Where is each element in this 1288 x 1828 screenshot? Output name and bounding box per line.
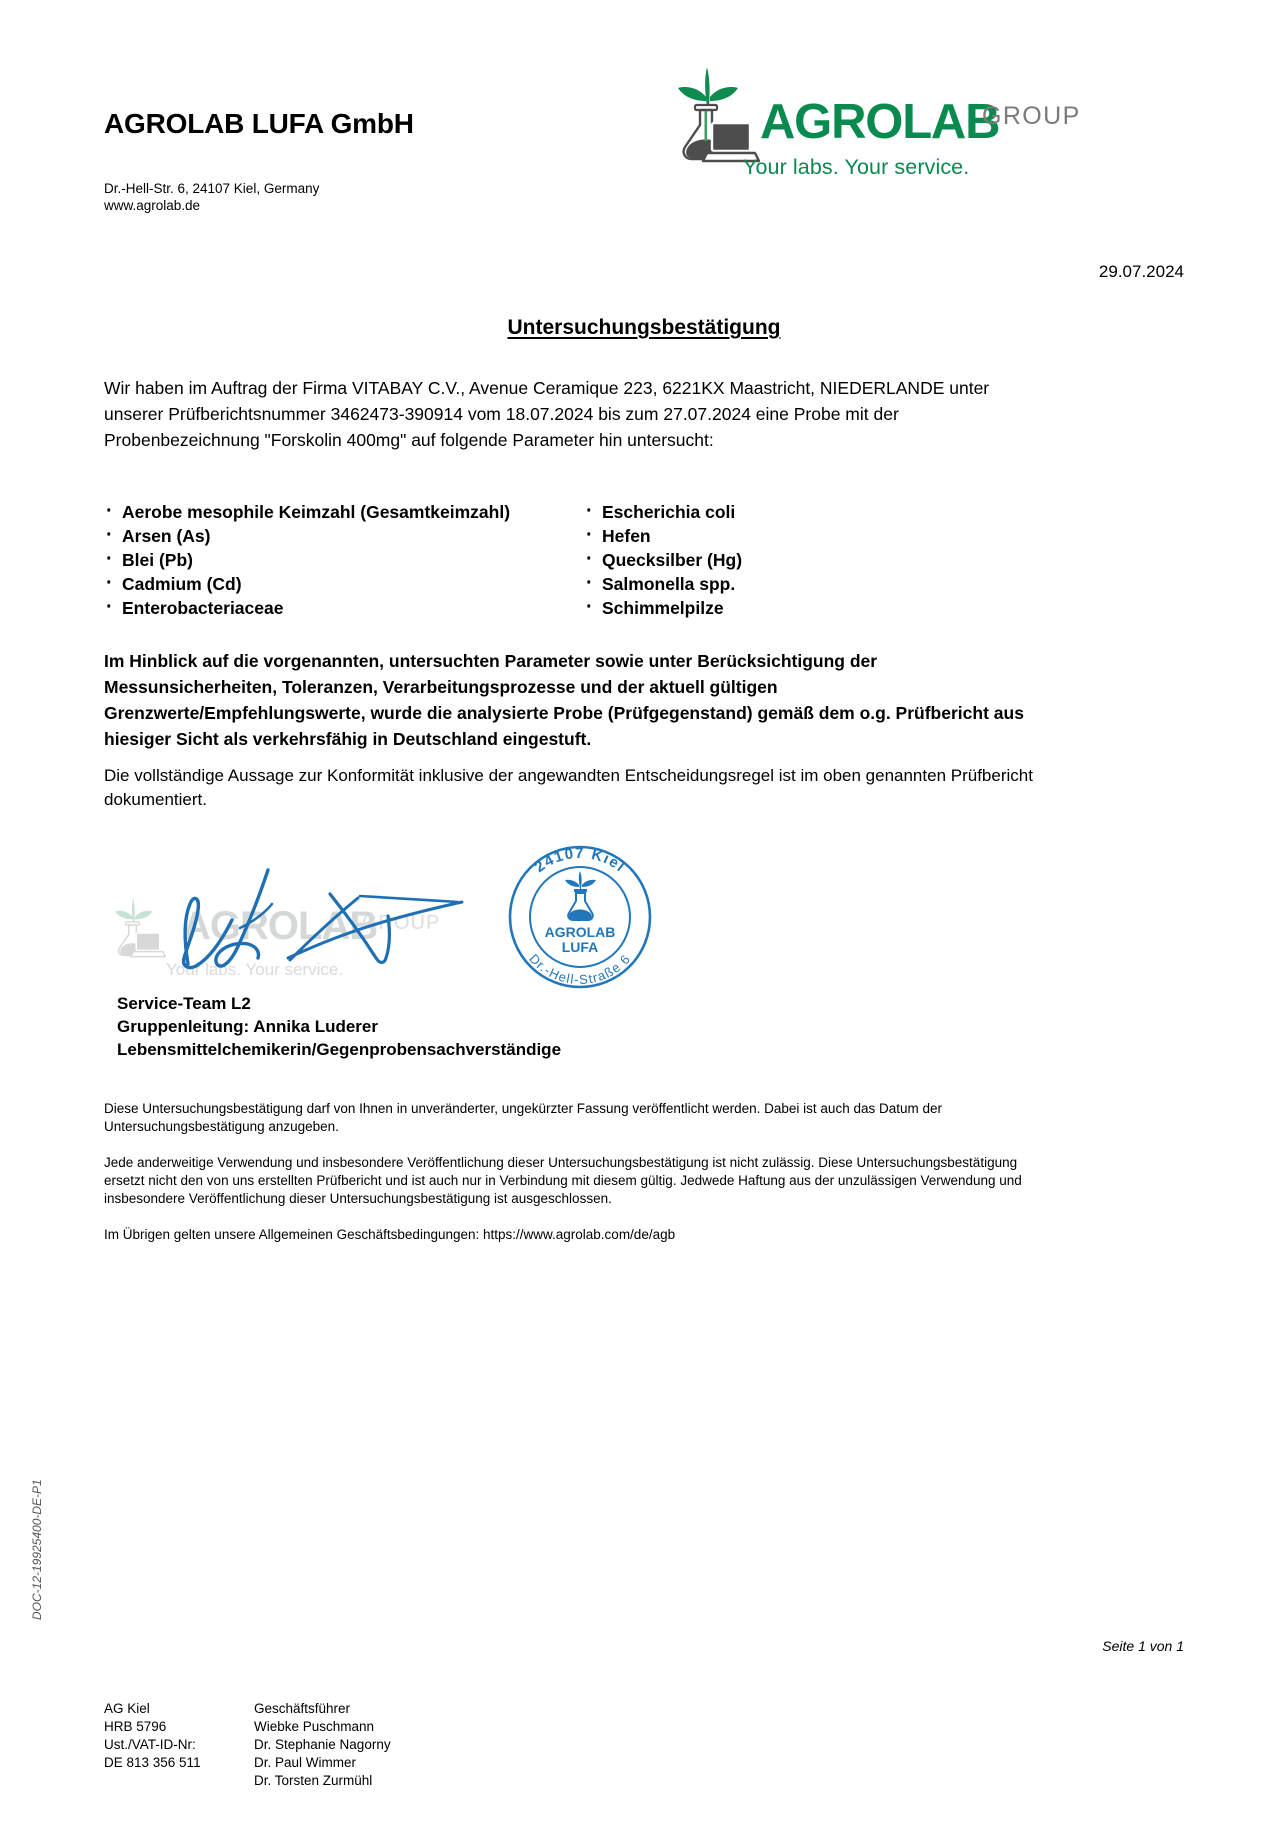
footer-management-line: Dr. Paul Wimmer [254, 1755, 357, 1770]
parameter-item: · Enterobacteriaceae [104, 596, 584, 620]
logo-wordmark: AGROLAB [760, 95, 1000, 149]
footer-registry-line: Ust./VAT-ID-Nr: [104, 1737, 196, 1752]
footer-registry-line: HRB 5796 [104, 1719, 167, 1734]
page-number: Seite 1 von 1 [1102, 1638, 1184, 1654]
footer-registry-column [104, 1700, 254, 1790]
parameter-column-left [104, 500, 584, 620]
footer-registry-line: DE 813 356 511 [104, 1755, 201, 1770]
watermark-wordmark: AGROLAB [182, 904, 378, 948]
legal-paragraph-2: Jede anderweitige Verwendung und insbesondere Veröffentlichung dieser Untersuchungsbestätigung ist nicht zulässig. Diese Untersuchungsbestätigung ersetzt nicht den von uns erstellten Prüfbericht und ist auch nur in Verbindung mit diesem gültig. Jedwede Haftung aus der unzulässigen Verwendung und insbesondere Veröffentlichung dieser Untersuchungsbestätigung ist ausgeschlossen. [104, 1155, 1022, 1206]
signature-block [117, 992, 561, 1061]
footer-registry-line: AG Kiel [104, 1701, 150, 1716]
stamp-logo-icon [565, 871, 596, 920]
intro-paragraph: Wir haben im Auftrag der Firma VITABAY C.V., Avenue Ceramique 223, 6221KX Maastricht, NIEDERLANDE unter unserer Prüfberichtsnummer 3462473-390914 vom 18.07.2024 bis zum 27.07.2024 eine Probe mit der Probenbezeichnung "Forskolin 400mg" auf folgende Parameter hin untersucht: [104, 378, 990, 450]
legal-paragraph-1: Diese Untersuchungsbestätigung darf von Ihnen in unveränderter, ungekürzter Fassung veröffentlicht werden. Dabei ist auch das Datum der Untersuchungsbestätigung anzugeben. [104, 1101, 942, 1134]
stamp-line-2: LUFA [561, 939, 599, 955]
footer-management-line: Dr. Stephanie Nagorny [254, 1737, 391, 1752]
document-code: DOC-12-19925400-DE-P1 [30, 1479, 44, 1620]
parameter-item: · Hefen [584, 524, 904, 548]
plant-sprout-icon [678, 67, 738, 107]
company-street: Dr.-Hell-Str. 6, 24107 Kiel, Germany [104, 181, 320, 196]
document-date: 29.07.2024 [1098, 262, 1184, 281]
logo-mark-icon [660, 55, 760, 165]
parameter-item: · Salmonella spp. [584, 572, 904, 596]
footer-management-column [254, 1700, 391, 1790]
parameter-item: · Schimmelpilze [584, 596, 904, 620]
signature-role: Lebensmittelchemikerin/Gegenprobensachverständige [117, 1040, 562, 1059]
signature-team: Service-Team L2 [117, 994, 251, 1013]
logo-tagline: Your labs. Your service. [743, 155, 970, 179]
footer-details [104, 1700, 391, 1790]
signature-lead: Gruppenleitung: Annika Luderer [117, 1017, 378, 1036]
legal-notes [104, 1100, 1049, 1244]
parameter-item: · Escherichia coli [584, 500, 904, 524]
company-address [104, 180, 319, 214]
agrolab-logo [660, 52, 1081, 187]
stamp-bottom-text: Dr.-Hell-Straße 6 [526, 950, 634, 988]
handwritten-signature [140, 836, 500, 976]
stamp-top-text: 24107 Kiel [531, 844, 629, 877]
parameter-list [104, 500, 904, 620]
watermark-group-text: GROUP [362, 912, 441, 934]
page-title: Untersuchungsbestätigung [507, 316, 781, 339]
conformity-statement: Im Hinblick auf die vorgenannten, untersuchten Parameter sowie unter Berücksichtigung der Messunsicherheiten, Toleranzen, Verarbeitungsprozesse und der aktuell gültigen Grenzwerte/Empfehlungswerte, wurde die analysierte Probe (Prüfgegenstand) gemäß dem o.g. Prüfbericht aus hiesiger Sicht als verkehrsfähig in Deutschland eingestuft. [104, 651, 1024, 749]
parameter-item: · Aerobe mesophile Keimzahl (Gesamtkeimzahl) [104, 500, 584, 524]
company-website: www.agrolab.de [104, 198, 201, 213]
footer-management-line: Dr. Torsten Zurmühl [254, 1773, 373, 1788]
watermark-tagline: Your labs. Your service. [166, 960, 344, 979]
signature-area [100, 836, 680, 996]
official-stamp [495, 833, 665, 998]
parameter-item: · Quecksilber (Hg) [584, 548, 904, 572]
company-name: AGROLAB LUFA GmbH [104, 108, 414, 139]
parameter-item: · Arsen (As) [104, 524, 584, 548]
logo-group-text: GROUP [982, 102, 1081, 130]
parameter-column-right [584, 500, 904, 620]
legal-paragraph-3: Im Übrigen gelten unsere Allgemeinen Geschäftsbedingungen: https://www.agrolab.com/de/agb [104, 1227, 676, 1242]
parameter-item: · Cadmium (Cd) [104, 572, 584, 596]
parameter-item: · Blei (Pb) [104, 548, 584, 572]
stamp-line-1: AGROLAB [544, 924, 616, 940]
footer-management-line: Geschäftsführer [254, 1701, 351, 1716]
footer-management-line: Wiebke Puschmann [254, 1719, 375, 1734]
conformity-note: Die vollständige Aussage zur Konformität inklusive der angewandten Entscheidungsregel ist im oben genannten Prüfbericht dokumentiert. [104, 766, 1033, 809]
